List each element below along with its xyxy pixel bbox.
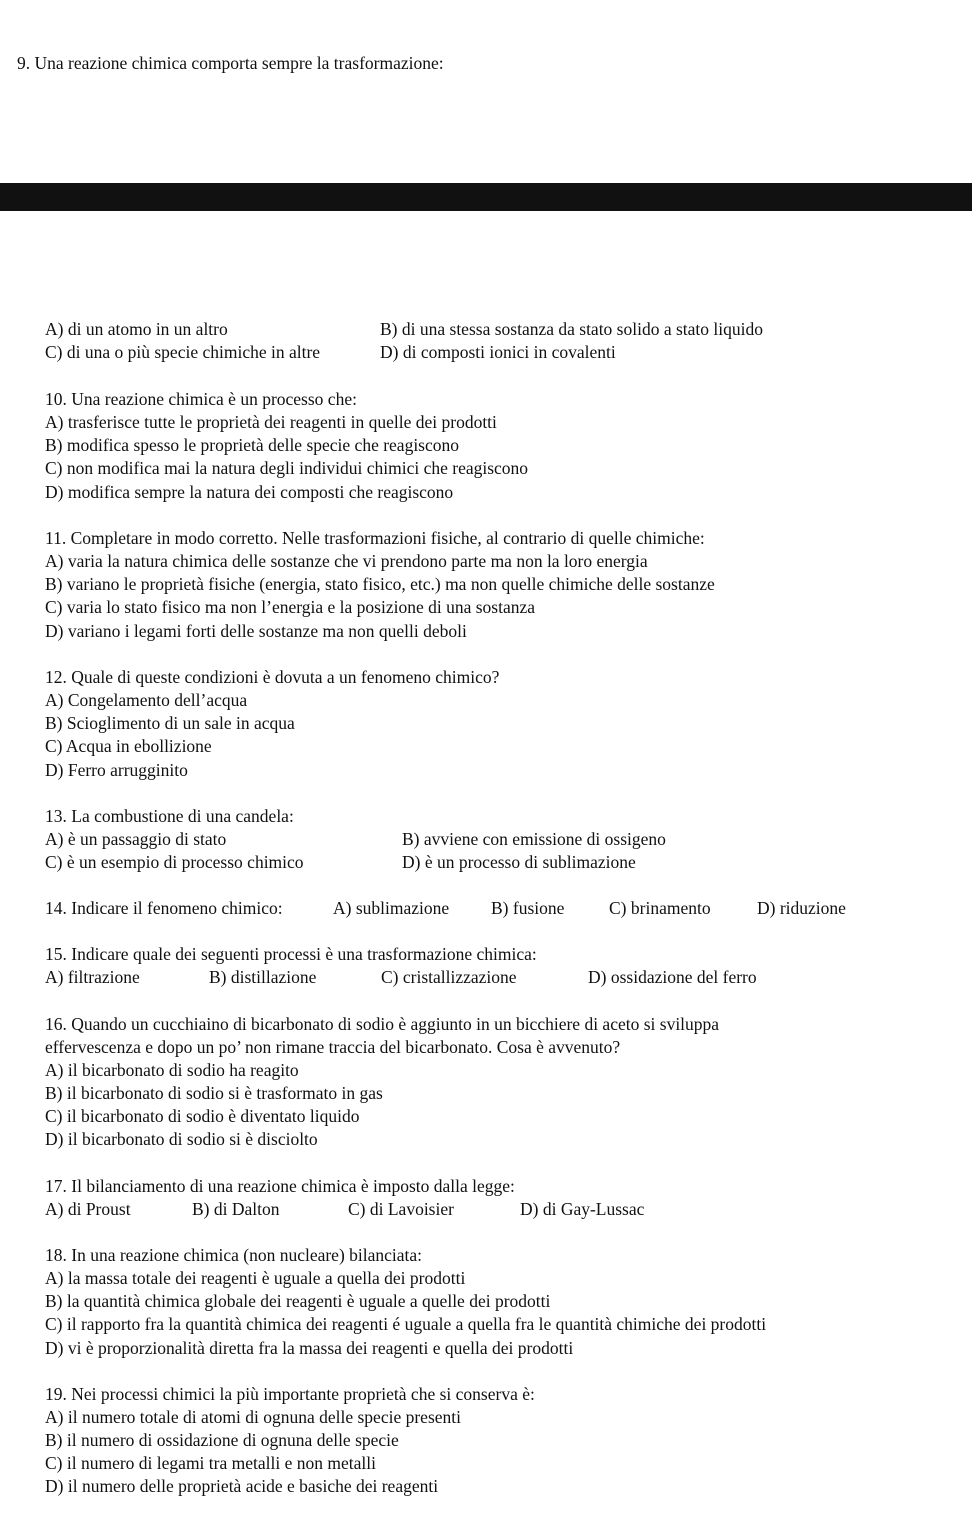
q13-option-a: A) è un passaggio di stato bbox=[45, 829, 227, 849]
question-10-text: 10. Una reazione chimica è un processo che: bbox=[45, 389, 357, 409]
q11-option-c: C) varia lo stato fisico ma non l’energia e la posizione di una sostanza bbox=[45, 597, 536, 617]
q15-option-c: C) cristallizzazione bbox=[381, 967, 517, 987]
q17-option-c: C) di Lavoisier bbox=[348, 1199, 454, 1219]
q18-option-d: D) vi è proporzionalità diretta fra la massa dei reagenti e quella dei prodotti bbox=[45, 1338, 574, 1358]
q18-option-b: B) la quantità chimica globale dei reagenti è uguale a quelle dei prodotti bbox=[45, 1291, 551, 1311]
q14-option-a: A) sublimazione bbox=[333, 898, 450, 918]
question-17-text: 17. Il bilanciamento di una reazione chimica è imposto dalla legge: bbox=[45, 1176, 515, 1196]
q16-option-c: C) il bicarbonato di sodio è diventato liquido bbox=[45, 1106, 360, 1126]
question-16-text-line2: effervescenza e dopo un po’ non rimane traccia del bicarbonato. Cosa è avvenuto? bbox=[45, 1037, 621, 1057]
q16-option-a: A) il bicarbonato di sodio ha reagito bbox=[45, 1060, 299, 1080]
q10-option-d: D) modifica sempre la natura dei composti che reagiscono bbox=[45, 482, 454, 502]
q12-option-d: D) Ferro arrugginito bbox=[45, 760, 188, 780]
question-16-text-line1: 16. Quando un cucchiaino di bicarbonato di sodio è aggiunto in un bicchiere di aceto si sviluppa bbox=[45, 1014, 720, 1034]
q19-option-a: A) il numero totale di atomi di ognuna delle specie presenti bbox=[45, 1407, 461, 1427]
q15-option-b: B) distillazione bbox=[209, 967, 317, 987]
q19-option-d: D) il numero delle proprietà acide e basiche dei reagenti bbox=[45, 1476, 439, 1496]
q9-option-a: A) di un atomo in un altro bbox=[45, 319, 228, 339]
question-19-text: 19. Nei processi chimici la più importante proprietà che si conserva è: bbox=[45, 1384, 535, 1404]
question-13-text: 13. La combustione di una candela: bbox=[45, 806, 294, 826]
q14-option-c: C) brinamento bbox=[609, 898, 711, 918]
q17-option-b: B) di Dalton bbox=[192, 1199, 280, 1219]
question-15-text: 15. Indicare quale dei seguenti processi è una trasformazione chimica: bbox=[45, 944, 537, 964]
q14-option-d: D) riduzione bbox=[757, 898, 846, 918]
q9-option-d: D) di composti ionici in covalenti bbox=[380, 342, 616, 362]
q15-option-a: A) filtrazione bbox=[45, 967, 140, 987]
q10-option-c: C) non modifica mai la natura degli individui chimici che reagiscono bbox=[45, 458, 529, 478]
q16-option-b: B) il bicarbonato di sodio si è trasformato in gas bbox=[45, 1083, 383, 1103]
q18-option-a: A) la massa totale dei reagenti è uguale a quella dei prodotti bbox=[45, 1268, 466, 1288]
q10-option-a: A) trasferisce tutte le proprietà dei reagenti in quelle dei prodotti bbox=[45, 412, 497, 432]
q17-option-a: A) di Proust bbox=[45, 1199, 131, 1219]
q13-option-c: C) è un esempio di processo chimico bbox=[45, 852, 304, 872]
q11-option-b: B) variano le proprietà fisiche (energia, stato fisico, etc.) ma non quelle chimiche delle sostanze bbox=[45, 574, 715, 594]
q9-option-c: C) di una o più specie chimiche in altre bbox=[45, 342, 321, 362]
question-18-text: 18. In una reazione chimica (non nucleare) bilanciata: bbox=[45, 1245, 423, 1265]
q13-option-b: B) avviene con emissione di ossigeno bbox=[402, 829, 666, 849]
q19-option-c: C) il numero di legami tra metalli e non metalli bbox=[45, 1453, 376, 1473]
q17-option-d: D) di Gay-Lussac bbox=[520, 1199, 645, 1219]
question-12-text: 12. Quale di queste condizioni è dovuta a un fenomeno chimico? bbox=[45, 667, 500, 687]
redaction-bar bbox=[0, 183, 972, 211]
q15-option-d: D) ossidazione del ferro bbox=[588, 967, 757, 987]
q11-option-d: D) variano i legami forti delle sostanze ma non quelli deboli bbox=[45, 621, 467, 641]
q12-option-b: B) Scioglimento di un sale in acqua bbox=[45, 713, 295, 733]
q12-option-c: C) Acqua in ebollizione bbox=[45, 736, 212, 756]
question-9-text: 9. Una reazione chimica comporta sempre la trasformazione: bbox=[17, 53, 444, 73]
q14-option-b: B) fusione bbox=[491, 898, 565, 918]
q19-option-b: B) il numero di ossidazione di ognuna delle specie bbox=[45, 1430, 399, 1450]
q18-option-c: C) il rapporto fra la quantità chimica dei reagenti é uguale a quella fra le quantità chimiche dei prodotti bbox=[45, 1314, 767, 1334]
question-14-text: 14. Indicare il fenomeno chimico: bbox=[45, 898, 283, 918]
q9-option-b: B) di una stessa sostanza da stato solido a stato liquido bbox=[380, 319, 764, 339]
question-11-text: 11. Completare in modo corretto. Nelle trasformazioni fisiche, al contrario di quelle chimiche: bbox=[45, 528, 705, 548]
q16-option-d: D) il bicarbonato di sodio si è disciolto bbox=[45, 1129, 318, 1149]
q12-option-a: A) Congelamento dell’acqua bbox=[45, 690, 248, 710]
q11-option-a: A) varia la natura chimica delle sostanze che vi prendono parte ma non la loro energia bbox=[45, 551, 648, 571]
q10-option-b: B) modifica spesso le proprietà delle specie che reagiscono bbox=[45, 435, 460, 455]
q13-option-d: D) è un processo di sublimazione bbox=[402, 852, 636, 872]
